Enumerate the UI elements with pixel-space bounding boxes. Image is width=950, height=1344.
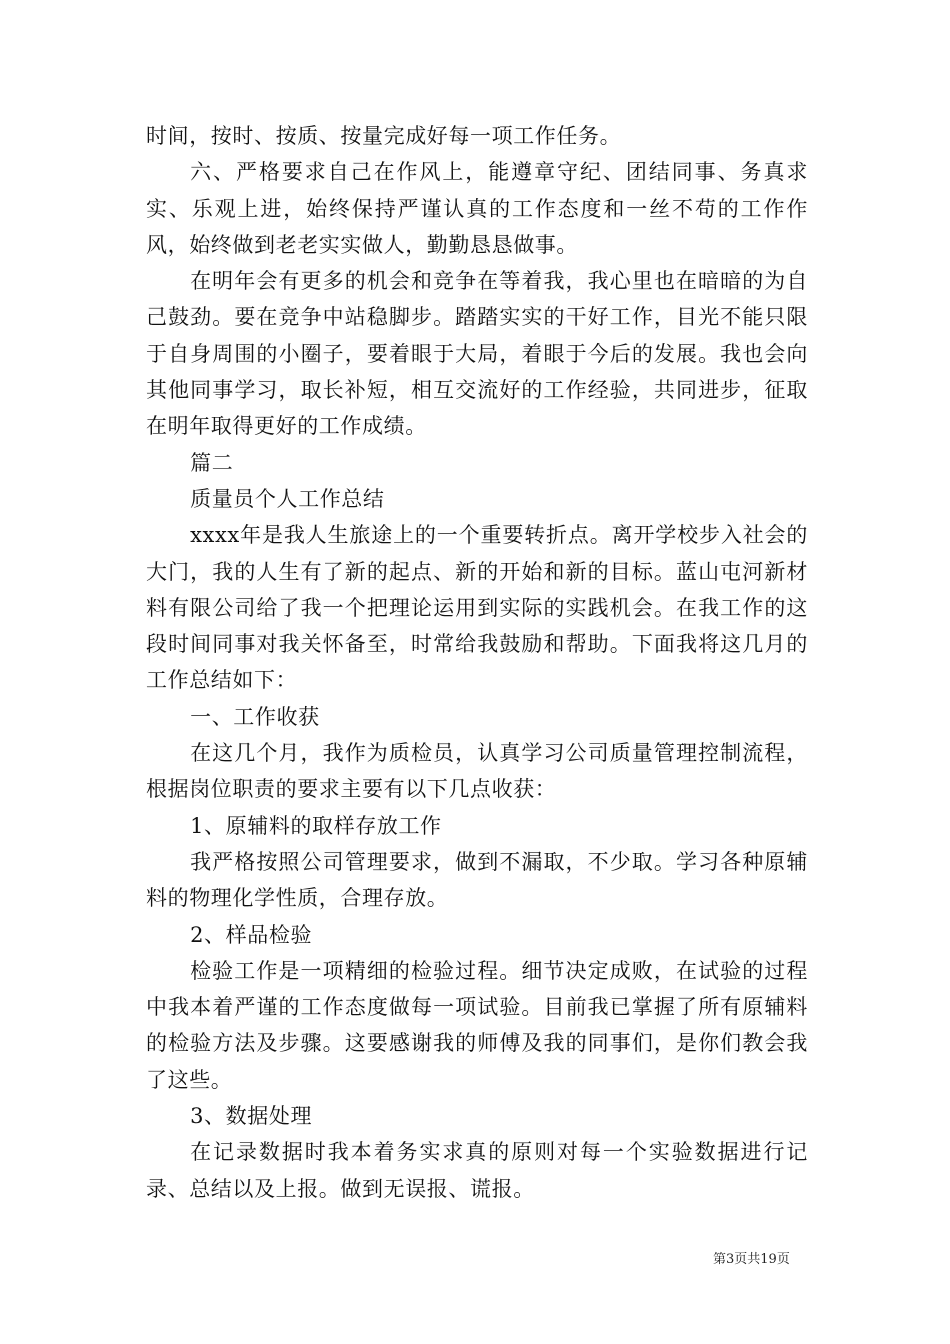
paragraph-sampling: 我严格按照公司管理要求，做到不漏取，不少取。学习各种原辅料的物理化学性质，合理存放。 [146,849,808,911]
document-subtitle: 质量员个人工作总结 [190,486,385,511]
heading-sampling: 1、原辅料的取样存放工作 [190,813,442,838]
heading-data-processing: 3、数据处理 [190,1104,313,1129]
paragraph-sample-testing: 检验工作是一项精细的检验过程。细节决定成败，在试验的过程中我本着严谨的工作态度做每一项试验。目前我已掌握了所有原辅料的检验方法及步骤。这要感谢我的师傅及我的同事们，是你们教会我了这些。 [146,958,808,1092]
heading-sample-testing: 2、样品检验 [190,922,313,947]
paragraph-continuation: 时间，按时、按质、按量完成好每一项工作任务。 [146,124,622,148]
paragraph-gains-summary: 在这几个月，我作为质检员，认真学习公司质量管理控制流程，根据岗位职责的要求主要有以下几点收获： [146,741,808,802]
paragraph-item-six: 六、严格要求自己在作风上，能遵章守纪、团结同事、务真求实、乐观上进，始终保持严谨认真的工作态度和一丝不苟的工作作风，始终做到老老实实做人，勤勤恳恳做事。 [146,160,808,257]
paragraph-next-year: 在明年会有更多的机会和竞争在等着我，我心里也在暗暗的为自己鼓劲。要在竞争中站稳脚步。踏踏实实的干好工作，目光不能只限于自身周围的小圈子，要着眼于大局，着眼于今后的发展。我也会向其他同事学习，取长补短，相互交流好的工作经验，共同进步，征取在明年取得更好的工作成绩。 [146,269,808,439]
document-body [146,118,808,1207]
heading-work-gains: 一、工作收获 [190,704,320,729]
section-heading-part-two: 篇二 [190,450,234,475]
page-number: 第3页共19页 [713,1252,790,1267]
paragraph-data-processing: 在记录数据时我本着务实求真的原则对每一个实验数据进行记录、总结以及上报。做到无误报、谎报。 [146,1140,808,1201]
paragraph-intro: xxxx年是我人生旅途上的一个重要转折点。离开学校步入社会的大门，我的人生有了新的起点、新的开始和新的目标。蓝山屯河新材料有限公司给了我一个把理论运用到实际的实践机会。在我工作的这段时间同事对我关怀备至，时常给我鼓励和帮助。下面我将这几月的工作总结如下： [146,523,808,693]
